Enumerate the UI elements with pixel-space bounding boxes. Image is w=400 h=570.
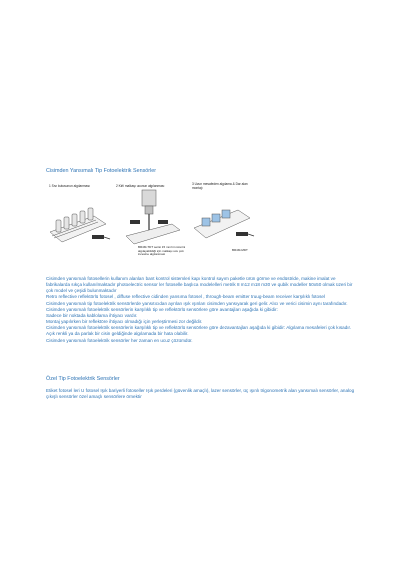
sensor-icon (236, 232, 254, 236)
bottle-conveyor-illustration (46, 180, 112, 272)
section-2-body (46, 388, 356, 400)
section-heading: Cisimden Yansımalı Tip Fotoelektrik Sensörler (46, 168, 157, 174)
paragraph: Etiket fotosel leri U fotosel Işık bariyerli fotoseller Işık perdeleri (güvenlik amaçlı), lazer sensörler, üç ışınlı trigonometrik alan yansımalı sensörler, analog çıkışlı sensörler özel amaçlı sensörlere örnektir (46, 388, 355, 400)
section-heading: Özel Tip Fotoelektrik Sensörler (46, 376, 120, 382)
drill-bit-illustration (116, 180, 186, 272)
section-1-body (46, 276, 356, 344)
paragraph: Cisimden yansımalı fotoelektrik sensörlerin karşılıklı tip ve reflektörlü sensörlere göre dezavantajları aşağıda ki gibidir: Algılama mesafeleri çok kısadır. (46, 325, 352, 331)
paragraph: Sadece bir noktada kablolama ihtiyacı vardır. (46, 312, 138, 318)
sensor-icon (92, 235, 110, 239)
panel-2-note: BR4M-TDT serisi 15 mm'nin üzerini algılayabildiği için malkaşı ucu çok incesine algılanmasi (138, 245, 186, 257)
paragraph: Cisimden yansımalı fotosellerin kullanım alanları bant kontrol sistemleri kapı kontrol sayım paketle ürün görme ve endüstride, makine imalat ve fabrikalarda sıkça kullanılmaktadır photoelectric sensor ler fotoselle başlıca modelelleri metrik 8 m12 m18 m30 ve qubik modeller 50x50 olmak üzeri bir çok model ve çeşidi bulunmaktadır (46, 276, 353, 294)
figure-panel-2 (116, 180, 186, 272)
panel-1-caption: 1 Sıvı kutusunun algılanması (49, 184, 90, 188)
panel-3-model-label: BR4M-MDT (232, 248, 248, 252)
panel-2-caption: 2 Kirli malkaşı ucunun algılanması (116, 184, 165, 188)
paragraph: Açık renkli ya da parlak bir cisin geldiğinde algılamada bir hata olabilir. (46, 331, 189, 337)
sensor-application-figure (46, 180, 258, 272)
box-conveyor-illustration (192, 180, 258, 272)
paragraph: Montaj yapılırken bir reflektöre ihtiyacı olmadığı için yerleştirmesi zor değildir. (46, 319, 203, 325)
paragraph: Cisimden yansımalı fotoelektrik sensörlerin karşılıklı tip ve reflektörlü sensörlere göre avantajları aşağıda ki gibidir: (46, 306, 278, 312)
paragraph: Retro reflective reflektörlü fotosel , diffuse reflective cidinden yansıma fotosel , through-beam emitter truug-beam receiver karşılıklı fotosel (46, 294, 325, 300)
paragraph: Cisimden yansımalı fotoelektrik sensörler her zaman en ucuz çözümdür. (46, 337, 193, 343)
figure-panel-3 (192, 180, 258, 272)
panel-3-caption: 3 Uzun mesafeden algılama & Dar alan montajı (192, 182, 248, 190)
figure-panel-1 (46, 180, 112, 272)
paragraph: Cisimden yansımalı tip fotoelektrik sensörlerde yansıtıcıdan ayrılan ışık ışınları cisimden yansıyarak geri gelir. Alıcı ve verici cisimin aynı tarafındadır. (46, 300, 348, 306)
